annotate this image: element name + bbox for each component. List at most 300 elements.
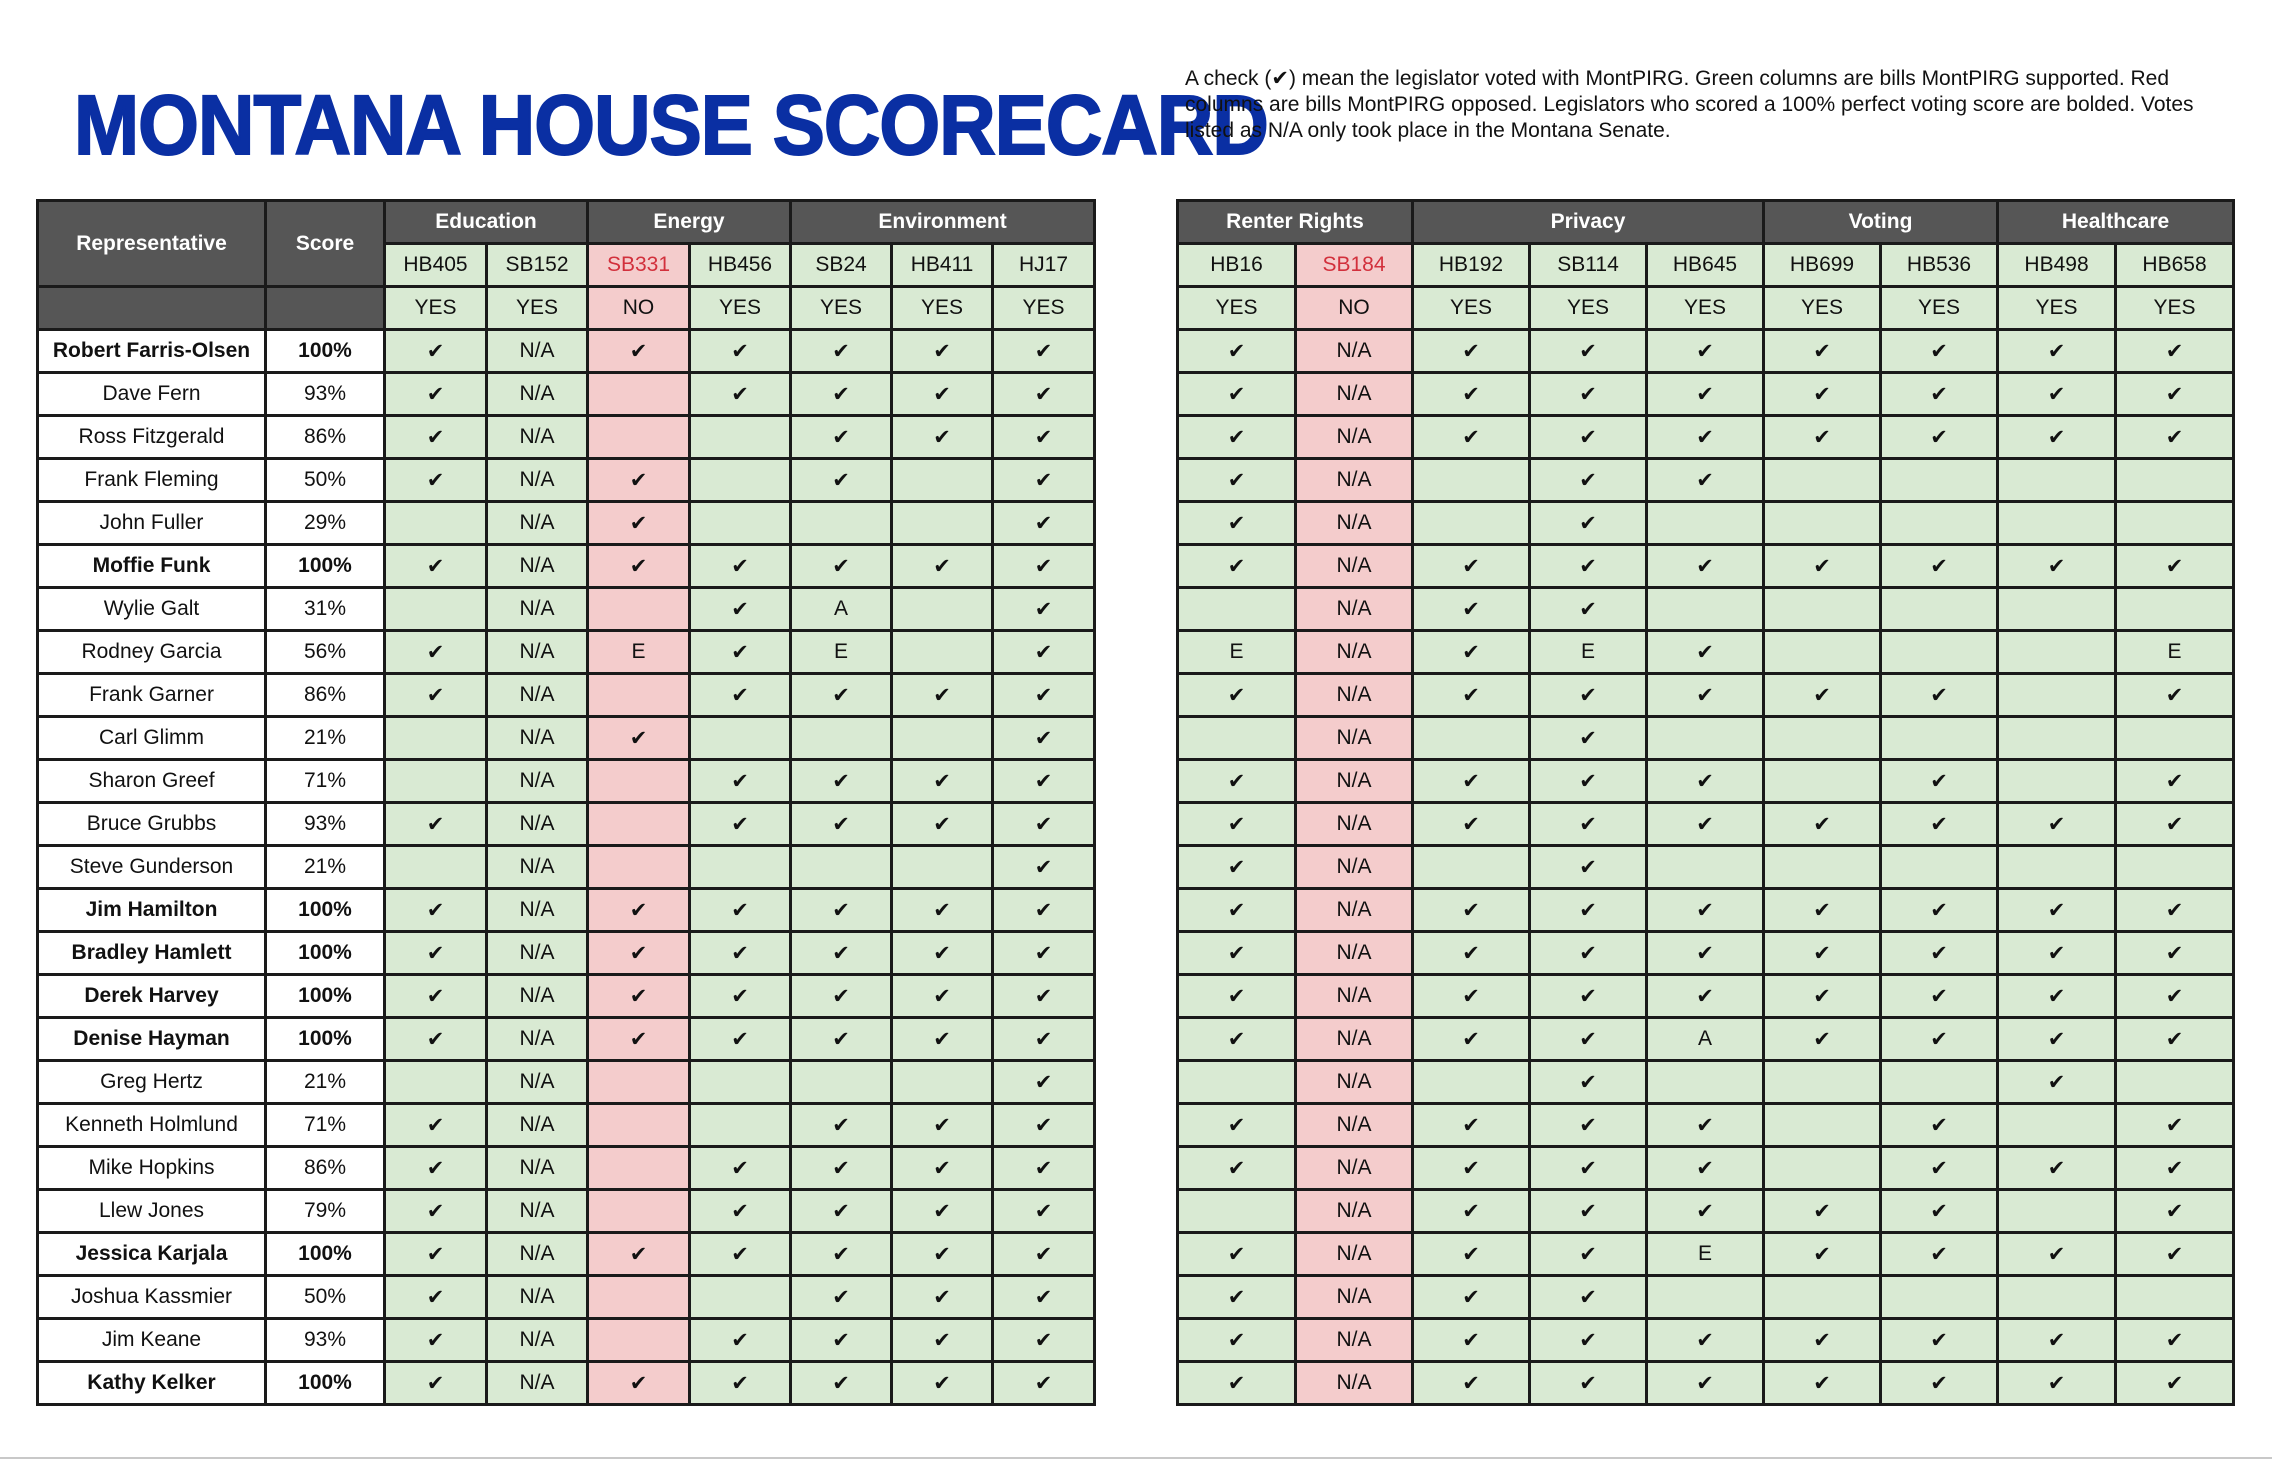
vote-cell-hb456: ✔	[690, 975, 791, 1018]
vote-cell-hj17: ✔	[993, 1018, 1095, 1061]
vote-cell-hb699	[1764, 846, 1881, 889]
vote-cell-hb536: ✔	[1881, 932, 1998, 975]
vote-cell-sb152: N/A	[487, 803, 588, 846]
vote-cell-sb152: N/A	[487, 1319, 588, 1362]
vote-cell-hb456: ✔	[690, 1190, 791, 1233]
vote-cell-hb498: ✔	[1998, 330, 2116, 373]
vote-cell-hb536: ✔	[1881, 889, 1998, 932]
vote-cell-sb331	[588, 760, 690, 803]
table-row	[1178, 502, 2234, 545]
vote-cell-hb192	[1413, 459, 1530, 502]
vote-cell-hb536	[1881, 502, 1998, 545]
vote-cell-hb658: ✔	[2116, 932, 2234, 975]
vote-cell-hb192: ✔	[1413, 932, 1530, 975]
vote-cell-sb331	[588, 1190, 690, 1233]
vote-cell-hj17: ✔	[993, 588, 1095, 631]
table-row	[38, 932, 1095, 975]
vote-cell-hb192: ✔	[1413, 674, 1530, 717]
vote-cell-hb405: ✔	[385, 1104, 487, 1147]
vote-cell-hb699: ✔	[1764, 803, 1881, 846]
vote-cell-hb411: ✔	[892, 1018, 993, 1061]
bill-position-sb331: NO	[588, 287, 690, 330]
vote-cell-sb184: N/A	[1296, 889, 1413, 932]
vote-cell-sb184: N/A	[1296, 803, 1413, 846]
bill-id-hb405: HB405	[385, 244, 487, 287]
bill-id-sb152: SB152	[487, 244, 588, 287]
vote-cell-sb331: ✔	[588, 330, 690, 373]
table-row	[38, 459, 1095, 502]
vote-cell-sb152: N/A	[487, 932, 588, 975]
vote-cell-sb24: ✔	[791, 932, 892, 975]
vote-cell-hb699	[1764, 502, 1881, 545]
legislator-score: 21%	[266, 1061, 385, 1104]
vote-cell-sb331	[588, 1104, 690, 1147]
table-row	[1178, 588, 2234, 631]
vote-cell-sb24: ✔	[791, 1276, 892, 1319]
vote-cell-sb184: N/A	[1296, 588, 1413, 631]
vote-cell-sb152: N/A	[487, 760, 588, 803]
vote-cell-hb699	[1764, 760, 1881, 803]
vote-cell-sb114: ✔	[1530, 1147, 1647, 1190]
table-row	[38, 760, 1095, 803]
legislator-name: John Fuller	[38, 502, 266, 545]
vote-cell-hb536: ✔	[1881, 674, 1998, 717]
vote-cell-hb645: ✔	[1647, 373, 1764, 416]
vote-cell-sb184: N/A	[1296, 932, 1413, 975]
legislator-name: Carl Glimm	[38, 717, 266, 760]
vote-cell-hb192	[1413, 1061, 1530, 1104]
vote-cell-sb114: ✔	[1530, 373, 1647, 416]
vote-cell-sb24	[791, 502, 892, 545]
vote-cell-hb456: ✔	[690, 760, 791, 803]
table-row	[1178, 717, 2234, 760]
vote-cell-hb658: ✔	[2116, 1190, 2234, 1233]
vote-cell-sb184: N/A	[1296, 1061, 1413, 1104]
legislator-name: Jim Hamilton	[38, 889, 266, 932]
vote-cell-hb405	[385, 846, 487, 889]
vote-cell-hb192: ✔	[1413, 330, 1530, 373]
vote-cell-hb536: ✔	[1881, 1362, 1998, 1405]
bill-position-sb152: YES	[487, 287, 588, 330]
vote-cell-hb498	[1998, 760, 2116, 803]
vote-cell-hb192: ✔	[1413, 416, 1530, 459]
vote-cell-hb411	[892, 502, 993, 545]
category-header-education: Education	[385, 201, 588, 244]
vote-cell-hj17: ✔	[993, 1147, 1095, 1190]
legislator-name: Mike Hopkins	[38, 1147, 266, 1190]
vote-cell-sb184: N/A	[1296, 760, 1413, 803]
vote-cell-hb498	[1998, 459, 2116, 502]
legislator-name: Sharon Greef	[38, 760, 266, 803]
legislator-name: Jessica Karjala	[38, 1233, 266, 1276]
legislator-name: Kathy Kelker	[38, 1362, 266, 1405]
legislator-score: 21%	[266, 846, 385, 889]
vote-cell-sb184: N/A	[1296, 1147, 1413, 1190]
table-row	[38, 330, 1095, 373]
vote-cell-hj17: ✔	[993, 846, 1095, 889]
vote-cell-sb114: ✔	[1530, 1233, 1647, 1276]
vote-cell-hb498: ✔	[1998, 545, 2116, 588]
vote-cell-sb152: N/A	[487, 1362, 588, 1405]
vote-cell-sb114: ✔	[1530, 1018, 1647, 1061]
legislator-name: Frank Fleming	[38, 459, 266, 502]
vote-cell-hb536: ✔	[1881, 1147, 1998, 1190]
vote-cell-sb24: ✔	[791, 1190, 892, 1233]
vote-cell-hb645: ✔	[1647, 459, 1764, 502]
vote-cell-hb536: ✔	[1881, 330, 1998, 373]
vote-cell-sb184: N/A	[1296, 846, 1413, 889]
vote-cell-hb658: ✔	[2116, 760, 2234, 803]
category-header-voting: Voting	[1764, 201, 1998, 244]
vote-cell-sb114: ✔	[1530, 588, 1647, 631]
category-header-healthcare: Healthcare	[1998, 201, 2234, 244]
vote-cell-hb536: ✔	[1881, 416, 1998, 459]
vote-cell-hb405: ✔	[385, 674, 487, 717]
table-row	[38, 1061, 1095, 1104]
legislator-score: 93%	[266, 803, 385, 846]
vote-cell-hb405: ✔	[385, 330, 487, 373]
vote-cell-hb16: ✔	[1178, 1233, 1296, 1276]
vote-cell-sb114: ✔	[1530, 1190, 1647, 1233]
vote-cell-hb658: ✔	[2116, 416, 2234, 459]
vote-cell-hb699: ✔	[1764, 674, 1881, 717]
vote-cell-hb498	[1998, 1190, 2116, 1233]
vote-cell-hb536: ✔	[1881, 1104, 1998, 1147]
vote-cell-hb405: ✔	[385, 1147, 487, 1190]
vote-cell-hb456: ✔	[690, 889, 791, 932]
vote-cell-sb24: ✔	[791, 803, 892, 846]
vote-cell-hb456	[690, 502, 791, 545]
vote-cell-hb498: ✔	[1998, 1018, 2116, 1061]
vote-cell-sb331	[588, 588, 690, 631]
vote-cell-hj17: ✔	[993, 416, 1095, 459]
vote-cell-sb184: N/A	[1296, 1276, 1413, 1319]
vote-cell-hb16	[1178, 1190, 1296, 1233]
vote-cell-sb24: ✔	[791, 1233, 892, 1276]
vote-cell-sb24: ✔	[791, 1362, 892, 1405]
legislator-score: 86%	[266, 416, 385, 459]
table-row	[1178, 975, 2234, 1018]
vote-cell-sb152: N/A	[487, 502, 588, 545]
left-scorecard-table	[36, 199, 1096, 1406]
vote-cell-hb699: ✔	[1764, 330, 1881, 373]
vote-cell-hb536	[1881, 631, 1998, 674]
vote-cell-sb331: ✔	[588, 545, 690, 588]
legislator-score: 21%	[266, 717, 385, 760]
vote-cell-hb658: ✔	[2116, 1319, 2234, 1362]
legislator-name: Kenneth Holmlund	[38, 1104, 266, 1147]
legislator-score: 100%	[266, 932, 385, 975]
vote-cell-hb192: ✔	[1413, 1190, 1530, 1233]
vote-cell-sb152: N/A	[487, 717, 588, 760]
vote-cell-sb114: ✔	[1530, 846, 1647, 889]
vote-cell-hb405: ✔	[385, 975, 487, 1018]
vote-cell-hb645: ✔	[1647, 631, 1764, 674]
vote-cell-hb658: ✔	[2116, 330, 2234, 373]
legislator-name: Dave Fern	[38, 373, 266, 416]
vote-cell-sb152: N/A	[487, 674, 588, 717]
vote-cell-hb16	[1178, 1061, 1296, 1104]
bill-position-hb498: YES	[1998, 287, 2116, 330]
vote-cell-hj17: ✔	[993, 459, 1095, 502]
vote-cell-hb498	[1998, 674, 2116, 717]
vote-cell-hb16: ✔	[1178, 459, 1296, 502]
vote-cell-hb405: ✔	[385, 1018, 487, 1061]
vote-cell-hb456: ✔	[690, 674, 791, 717]
table-row	[1178, 1061, 2234, 1104]
vote-cell-hb456: ✔	[690, 1319, 791, 1362]
vote-cell-hb411	[892, 846, 993, 889]
vote-cell-hb456	[690, 1104, 791, 1147]
vote-cell-hb16: ✔	[1178, 1147, 1296, 1190]
vote-cell-sb114: ✔	[1530, 717, 1647, 760]
table-row	[38, 1276, 1095, 1319]
vote-cell-sb24: ✔	[791, 330, 892, 373]
vote-cell-hb411: ✔	[892, 373, 993, 416]
vote-cell-hb192: ✔	[1413, 1233, 1530, 1276]
vote-cell-hb498	[1998, 717, 2116, 760]
vote-cell-hb645: ✔	[1647, 545, 1764, 588]
table-row	[1178, 416, 2234, 459]
vote-cell-hb645	[1647, 846, 1764, 889]
vote-cell-hb405	[385, 502, 487, 545]
bill-id-hb192: HB192	[1413, 244, 1530, 287]
vote-cell-hb645	[1647, 502, 1764, 545]
vote-cell-sb24	[791, 717, 892, 760]
vote-cell-hb645: ✔	[1647, 932, 1764, 975]
vote-cell-hb192: ✔	[1413, 545, 1530, 588]
vote-cell-hb411: ✔	[892, 416, 993, 459]
vote-cell-hb405: ✔	[385, 889, 487, 932]
vote-cell-hb658: ✔	[2116, 803, 2234, 846]
vote-cell-hj17: ✔	[993, 545, 1095, 588]
vote-cell-hb192: ✔	[1413, 631, 1530, 674]
vote-cell-hb498	[1998, 588, 2116, 631]
vote-cell-hb658: ✔	[2116, 1233, 2234, 1276]
legislator-name: Robert Farris-Olsen	[38, 330, 266, 373]
vote-cell-sb331	[588, 1319, 690, 1362]
legend-note: A check (✔) mean the legislator voted with MontPIRG. Green columns are bills MontPIRG supported. Red columns are bills MontPIRG opposed. Legislators who scored a 100% perfect voting score are bolded. Votes listed as N/A only took place in the Montana Senate.	[1185, 67, 2194, 142]
vote-cell-hb192: ✔	[1413, 975, 1530, 1018]
vote-cell-hb192: ✔	[1413, 889, 1530, 932]
vote-cell-hj17: ✔	[993, 631, 1095, 674]
vote-cell-sb114: E	[1530, 631, 1647, 674]
vote-cell-sb24	[791, 846, 892, 889]
vote-cell-sb152: N/A	[487, 459, 588, 502]
vote-cell-hb645: ✔	[1647, 674, 1764, 717]
vote-cell-sb331: E	[588, 631, 690, 674]
vote-cell-hb645: ✔	[1647, 416, 1764, 459]
vote-cell-hb192: ✔	[1413, 1147, 1530, 1190]
vote-cell-sb24: ✔	[791, 1104, 892, 1147]
vote-cell-sb331: ✔	[588, 717, 690, 760]
vote-cell-hb192: ✔	[1413, 1018, 1530, 1061]
vote-cell-hb536: ✔	[1881, 1018, 1998, 1061]
vote-cell-sb152: N/A	[487, 1018, 588, 1061]
legislator-name: Steve Gunderson	[38, 846, 266, 889]
vote-cell-hb16: ✔	[1178, 502, 1296, 545]
vote-cell-hb192: ✔	[1413, 373, 1530, 416]
bill-position-hb699: YES	[1764, 287, 1881, 330]
bill-id-hb536: HB536	[1881, 244, 1998, 287]
vote-cell-hb192: ✔	[1413, 803, 1530, 846]
legislator-name: Bradley Hamlett	[38, 932, 266, 975]
vote-cell-sb152: N/A	[487, 330, 588, 373]
vote-cell-hb645: ✔	[1647, 803, 1764, 846]
vote-cell-sb184: N/A	[1296, 717, 1413, 760]
vote-cell-hb498: ✔	[1998, 932, 2116, 975]
vote-cell-hb16: ✔	[1178, 803, 1296, 846]
legislator-name: Denise Hayman	[38, 1018, 266, 1061]
vote-cell-sb114: ✔	[1530, 674, 1647, 717]
vote-cell-sb331	[588, 1147, 690, 1190]
table-row	[38, 975, 1095, 1018]
vote-cell-sb24: E	[791, 631, 892, 674]
vote-cell-hb699: ✔	[1764, 1233, 1881, 1276]
table-row	[1178, 373, 2234, 416]
bill-id-hb645: HB645	[1647, 244, 1764, 287]
vote-cell-hj17: ✔	[993, 1233, 1095, 1276]
vote-cell-hb645: E	[1647, 1233, 1764, 1276]
vote-cell-hb658	[2116, 846, 2234, 889]
vote-cell-sb184: N/A	[1296, 1104, 1413, 1147]
vote-cell-hb411	[892, 459, 993, 502]
legislator-name: Joshua Kassmier	[38, 1276, 266, 1319]
vote-cell-sb331: ✔	[588, 1018, 690, 1061]
bill-position-hb645: YES	[1647, 287, 1764, 330]
vote-cell-hb645: ✔	[1647, 1362, 1764, 1405]
vote-cell-hb498: ✔	[1998, 1147, 2116, 1190]
vote-cell-sb184: N/A	[1296, 416, 1413, 459]
bill-position-hj17: YES	[993, 287, 1095, 330]
vote-cell-sb331: ✔	[588, 932, 690, 975]
legislator-name: Wylie Galt	[38, 588, 266, 631]
vote-cell-hb699	[1764, 1104, 1881, 1147]
legislator-score: 100%	[266, 1233, 385, 1276]
legislator-name: Frank Garner	[38, 674, 266, 717]
vote-cell-hb405: ✔	[385, 1190, 487, 1233]
vote-cell-sb331	[588, 846, 690, 889]
vote-cell-sb152: N/A	[487, 373, 588, 416]
vote-cell-hb536: ✔	[1881, 1190, 1998, 1233]
vote-cell-hb645: A	[1647, 1018, 1764, 1061]
vote-cell-hb411: ✔	[892, 1276, 993, 1319]
position-row	[1178, 287, 2234, 330]
vote-cell-hb498: ✔	[1998, 889, 2116, 932]
vote-cell-hb456: ✔	[690, 1018, 791, 1061]
vote-cell-hb192	[1413, 846, 1530, 889]
vote-cell-hb498: ✔	[1998, 373, 2116, 416]
vote-cell-hb411: ✔	[892, 330, 993, 373]
vote-cell-hb16: ✔	[1178, 373, 1296, 416]
vote-cell-hb498: ✔	[1998, 416, 2116, 459]
vote-cell-sb24: ✔	[791, 674, 892, 717]
vote-cell-sb152: N/A	[487, 846, 588, 889]
table-row	[38, 588, 1095, 631]
vote-cell-hb411: ✔	[892, 1233, 993, 1276]
vote-cell-hb536: ✔	[1881, 760, 1998, 803]
vote-cell-hj17: ✔	[993, 889, 1095, 932]
table-row	[38, 803, 1095, 846]
vote-cell-sb114: ✔	[1530, 1319, 1647, 1362]
vote-cell-hb645	[1647, 588, 1764, 631]
vote-cell-hj17: ✔	[993, 760, 1095, 803]
representative-header: Representative	[38, 201, 266, 287]
legislator-score: 93%	[266, 1319, 385, 1362]
vote-cell-hb498	[1998, 1104, 2116, 1147]
bill-id-hb658: HB658	[2116, 244, 2234, 287]
vote-cell-hb192: ✔	[1413, 588, 1530, 631]
vote-cell-hb411	[892, 1061, 993, 1104]
vote-cell-hb456: ✔	[690, 631, 791, 674]
vote-cell-hb699: ✔	[1764, 1319, 1881, 1362]
table-row	[1178, 545, 2234, 588]
vote-cell-hb405	[385, 717, 487, 760]
vote-cell-hb536: ✔	[1881, 373, 1998, 416]
vote-cell-hj17: ✔	[993, 1362, 1095, 1405]
header-spacer	[38, 287, 266, 330]
vote-cell-hb405	[385, 588, 487, 631]
table-row	[1178, 459, 2234, 502]
vote-cell-hb411: ✔	[892, 1190, 993, 1233]
vote-cell-sb24: ✔	[791, 1147, 892, 1190]
vote-cell-hb699: ✔	[1764, 1362, 1881, 1405]
legislator-score: 86%	[266, 1147, 385, 1190]
vote-cell-hb699	[1764, 1061, 1881, 1104]
table-row	[38, 631, 1095, 674]
legislator-score: 29%	[266, 502, 385, 545]
table-row	[38, 1190, 1095, 1233]
page-title: MONTANA HOUSE SCORECARD	[74, 78, 1268, 172]
vote-cell-hb456: ✔	[690, 803, 791, 846]
vote-cell-sb331	[588, 1061, 690, 1104]
vote-cell-hb456: ✔	[690, 545, 791, 588]
vote-cell-hb456: ✔	[690, 1147, 791, 1190]
vote-cell-sb152: N/A	[487, 631, 588, 674]
table-row	[1178, 760, 2234, 803]
table-row	[1178, 1190, 2234, 1233]
bill-position-hb536: YES	[1881, 287, 1998, 330]
vote-cell-hb456	[690, 846, 791, 889]
vote-cell-hb411: ✔	[892, 1147, 993, 1190]
vote-cell-sb24: ✔	[791, 760, 892, 803]
vote-cell-sb331	[588, 803, 690, 846]
bill-position-hb411: YES	[892, 287, 993, 330]
vote-cell-sb24	[791, 1061, 892, 1104]
table-row	[38, 1104, 1095, 1147]
vote-cell-hb16: ✔	[1178, 1104, 1296, 1147]
vote-cell-hb456: ✔	[690, 932, 791, 975]
vote-cell-sb24: ✔	[791, 373, 892, 416]
vote-cell-hb411: ✔	[892, 1362, 993, 1405]
vote-cell-hb16: ✔	[1178, 1362, 1296, 1405]
vote-cell-hb699: ✔	[1764, 975, 1881, 1018]
vote-cell-hb645: ✔	[1647, 1190, 1764, 1233]
vote-cell-hb658: ✔	[2116, 889, 2234, 932]
vote-cell-sb331	[588, 1276, 690, 1319]
table-row	[1178, 330, 2234, 373]
vote-cell-hb405	[385, 760, 487, 803]
vote-cell-hb192: ✔	[1413, 1362, 1530, 1405]
vote-cell-hb405: ✔	[385, 631, 487, 674]
vote-cell-hb16: ✔	[1178, 846, 1296, 889]
legislator-score: 100%	[266, 545, 385, 588]
vote-cell-hb192: ✔	[1413, 1276, 1530, 1319]
vote-cell-hb192	[1413, 717, 1530, 760]
vote-cell-hb536	[1881, 846, 1998, 889]
vote-cell-hb405: ✔	[385, 932, 487, 975]
category-header-energy: Energy	[588, 201, 791, 244]
